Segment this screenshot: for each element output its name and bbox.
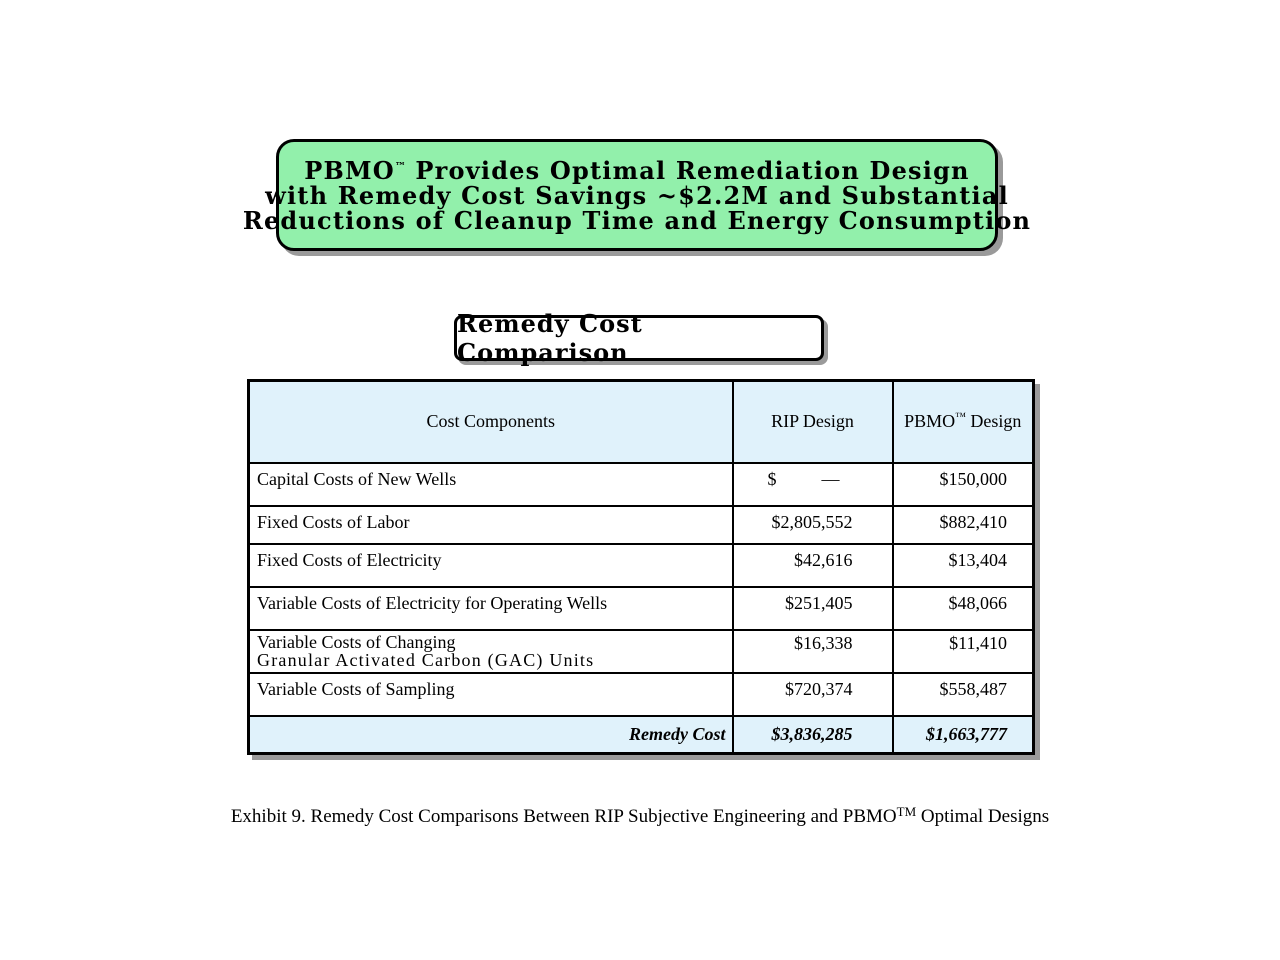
table-row (249, 463, 1034, 506)
cost-comparison-table (247, 379, 1035, 755)
table-row (249, 544, 1034, 587)
pbmo-value: $882,410 (893, 506, 1034, 544)
pbmo-value: $558,487 (893, 673, 1034, 716)
table-row (249, 673, 1034, 716)
row-label: Capital Costs of New Wells (249, 463, 733, 506)
row-label: Variable Costs of Sampling (249, 673, 733, 716)
pbmo-value: $150,000 (893, 463, 1034, 506)
headline-line-2: with Remedy Cost Savings ~$2.2M and Substantial (265, 180, 1009, 210)
row-label: Fixed Costs of Labor (249, 506, 733, 544)
row-label: Variable Costs of Electricity for Operating Wells (249, 587, 733, 630)
total-row (249, 716, 1034, 754)
row-label: Fixed Costs of Electricity (249, 544, 733, 587)
rip-value: $720,374 (733, 673, 893, 716)
headline-line-1: PBMO™ Provides Optimal Remediation Design (304, 155, 970, 185)
rip-value: $42,616 (733, 544, 893, 587)
figure-caption: Exhibit 9. Remedy Cost Comparisons Between RIP Subjective Engineering and PBMO™ Optimal Designs (230, 804, 1050, 827)
table-row (249, 506, 1034, 544)
pbmo-value: $48,066 (893, 587, 1034, 630)
header-rip-design: RIP Design (733, 381, 893, 463)
pbmo-value: $13,404 (893, 544, 1034, 587)
rip-value: $2,805,552 (733, 506, 893, 544)
pbmo-value: $11,410 (893, 630, 1034, 673)
total-pbmo-value: $1,663,777 (893, 716, 1034, 754)
rip-value: $ — (733, 463, 893, 506)
table-row (249, 587, 1034, 630)
headline-banner (242, 139, 1032, 251)
headline-line-3: Reductions of Cleanup Time and Energy Consumption (242, 205, 1032, 235)
row-label: Variable Costs of Changing Granular Activated Carbon (GAC) Units (249, 630, 733, 673)
total-label: Remedy Cost (249, 716, 733, 754)
rip-value: $16,338 (733, 630, 893, 673)
table-header-row (249, 381, 1034, 463)
header-pbmo-design: PBMO™ Design (893, 381, 1034, 463)
section-title: Remedy Cost Comparison (454, 315, 824, 361)
rip-value: $251,405 (733, 587, 893, 630)
table-row (249, 630, 1034, 673)
total-rip-value: $3,836,285 (733, 716, 893, 754)
header-cost-components: Cost Components (249, 381, 733, 463)
